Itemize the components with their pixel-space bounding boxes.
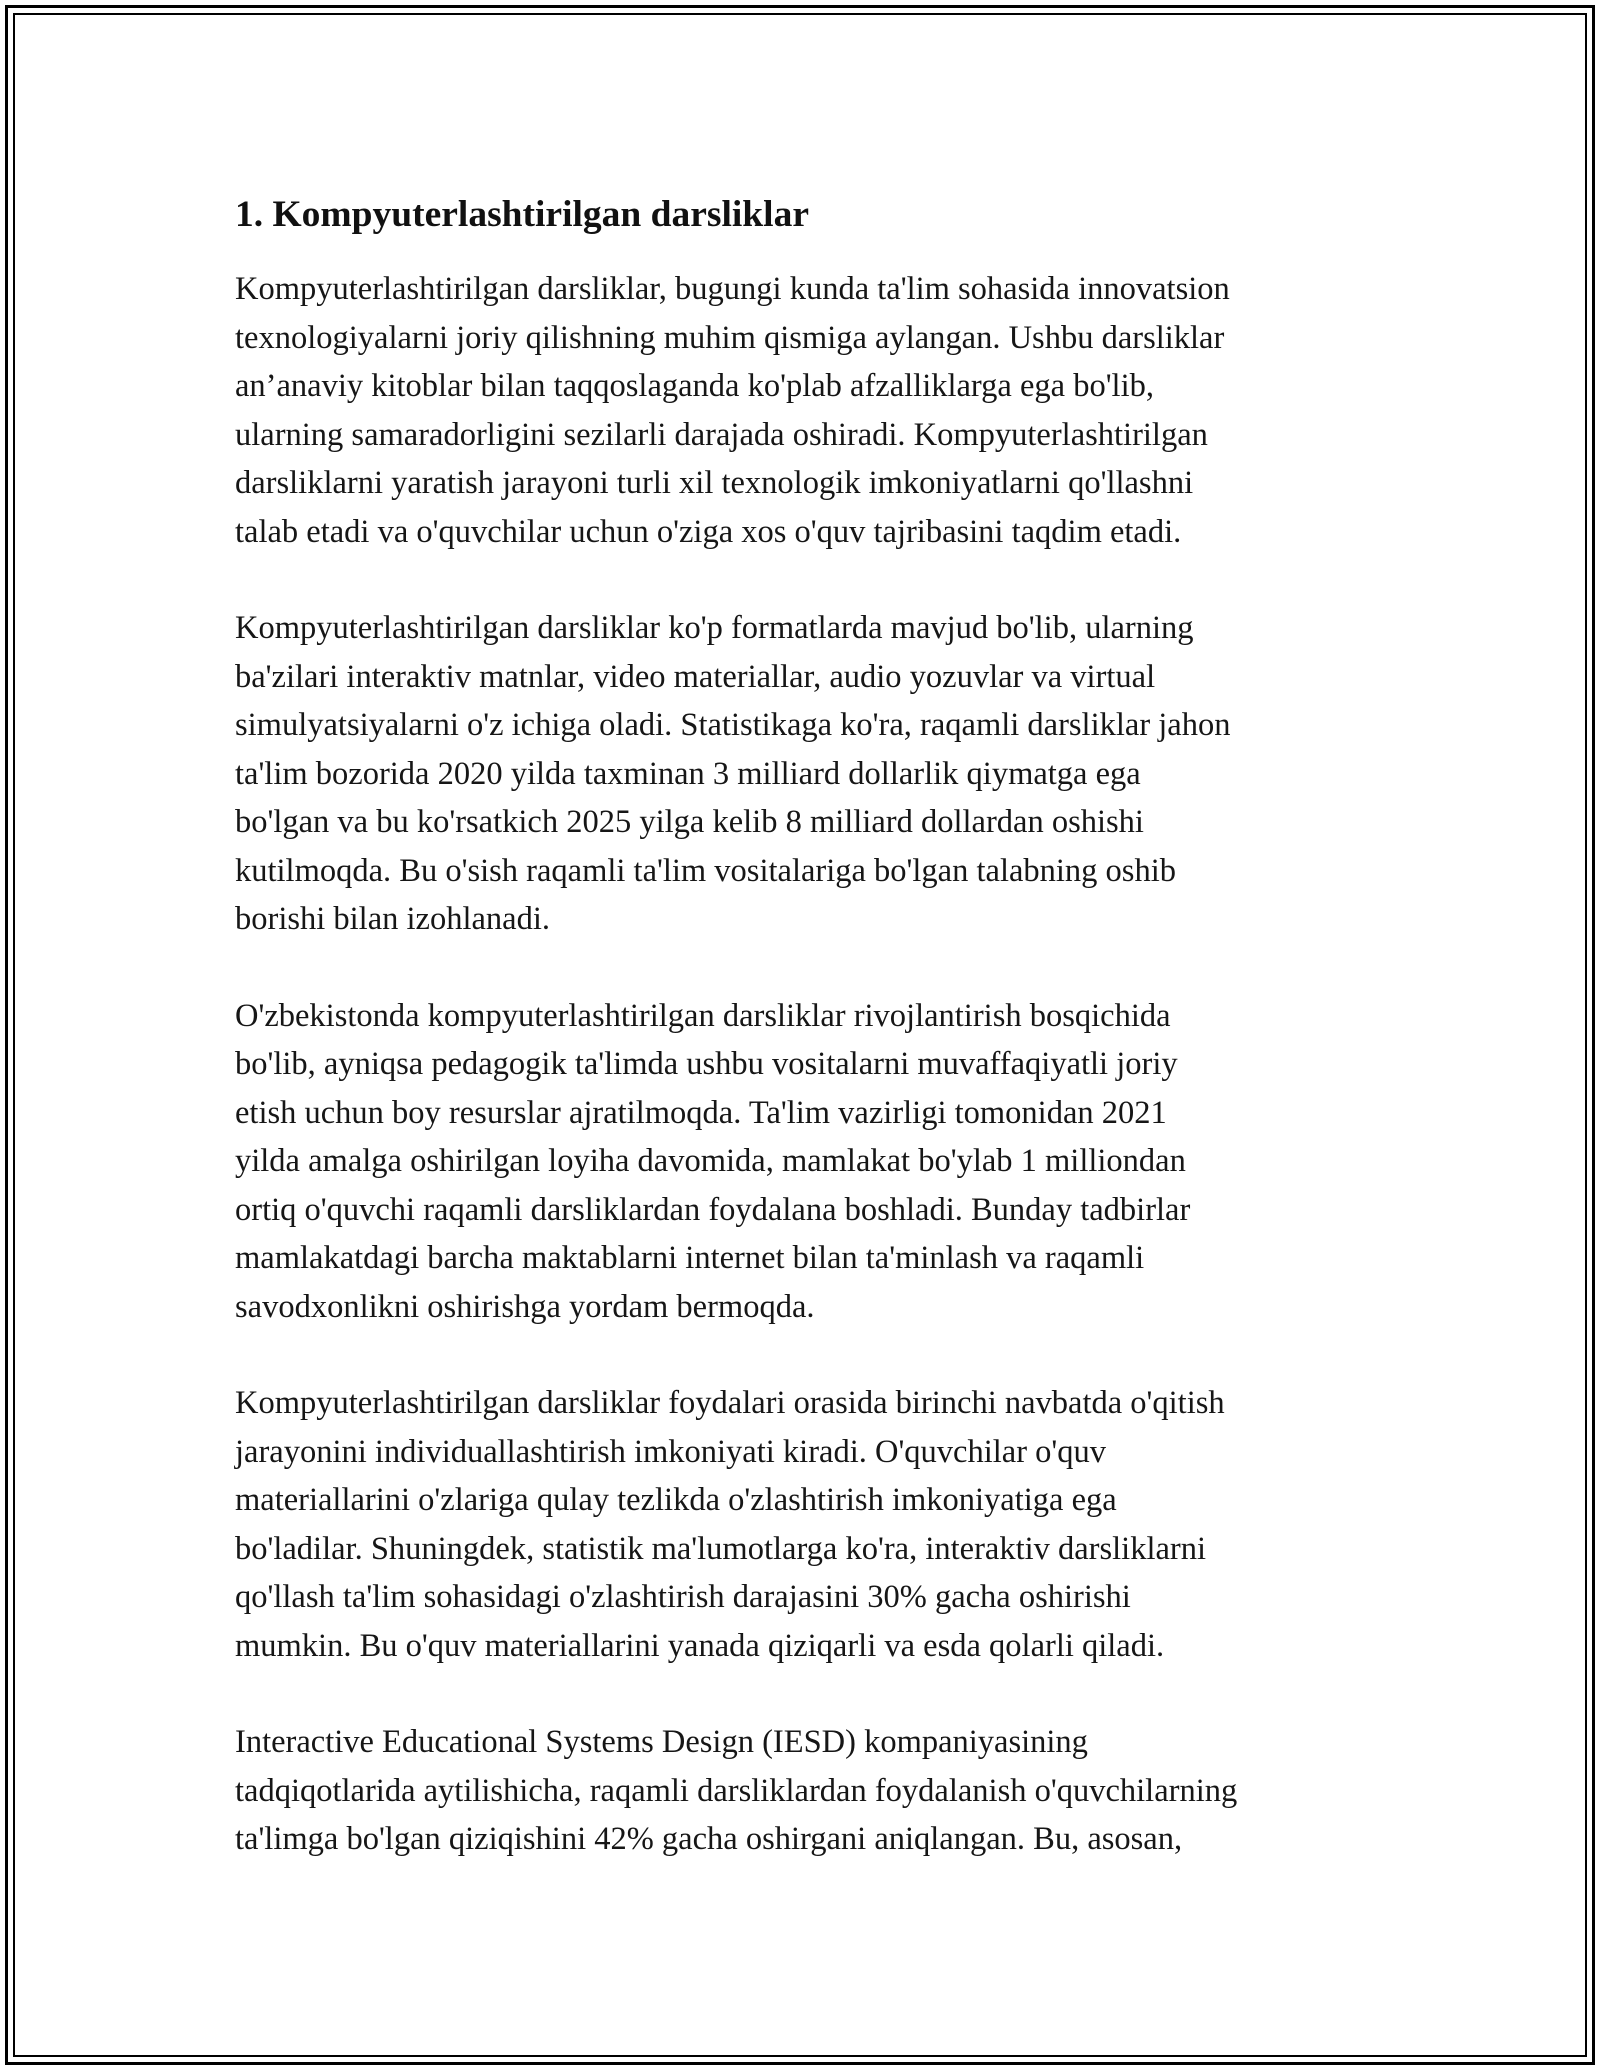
text-line: bo'ladilar. Shuningdek, statistik ma'lumotlarga ko'ra, interaktiv darsliklarni <box>235 1530 1207 1567</box>
text-line: Kompyuterlashtirilgan darsliklar, bugungi kunda ta'lim sohasida innovatsion <box>235 271 1230 307</box>
text-line: an’anaviy kitoblar bilan taqqoslaganda ko'plab afzalliklarga ega bo'lib, <box>235 368 1154 404</box>
text-line: materiallarini o'zlariga qulay tezlikda o'zlashtirish imkoniyatiga ega <box>235 1482 1117 1518</box>
text-line: qo'llash ta'lim sohasidagi o'zlashtirish darajasini 30% gacha oshirishi <box>235 1579 1131 1615</box>
text-line: tadqiqotlarida aytilishicha, raqamli darsliklardan foydalanish o'quvchilarning <box>235 1772 1238 1809</box>
text-line: bo'lgan va bu ko'rsatkich 2025 yilga kelib 8 milliard dollardan oshishi <box>235 804 1144 840</box>
text-line: Interactive Educational Systems Design (IESD) kompaniyasining <box>235 1724 1088 1760</box>
text-line: ularning samaradorligini sezilarli darajada oshiradi. Kompyuterlashtirilgan <box>235 416 1208 453</box>
text-line: Kompyuterlashtirilgan darsliklar ko'p formatlarda mavjud bo'lib, ularning <box>235 610 1194 646</box>
paragraph-3 <box>235 992 1385 1332</box>
text-line: ta'limga bo'lgan qiziqishini 42% gacha oshirgani aniqlangan. Bu, asosan, <box>235 1821 1183 1857</box>
text-line: O'zbekistonda kompyuterlashtirilgan darsliklar rivojlantirish bosqichida <box>235 997 1171 1034</box>
text-line: etish uchun boy resurslar ajratilmoqda. Ta'lim vazirligi tomonidan 2021 <box>235 1094 1167 1131</box>
text-line: savodxonlikni oshirishga yordam bermoqda. <box>235 1288 815 1325</box>
text-line: ba'zilari interaktiv matnlar, video materiallar, audio yozuvlar va virtual <box>235 658 1156 695</box>
text-line: mumkin. Bu o'quv materiallarini yanada qiziqarli va esda qolarli qiladi. <box>235 1627 1165 1664</box>
text-line: borishi bilan izohlanadi. <box>235 901 551 937</box>
paragraph-5 <box>235 1718 1385 1864</box>
text-line: ta'lim bozorida 2020 yilda taxminan 3 milliard dollarlik qiymatga ega <box>235 755 1141 792</box>
text-line: ortiq o'quvchi raqamli darsliklardan foydalana boshladi. Bunday tadbirlar <box>235 1191 1191 1228</box>
section-heading: 1. Kompyuterlashtirilgan darsliklar <box>235 194 809 235</box>
text-line: bo'lib, ayniqsa pedagogik ta'limda ushbu vositalarni muvaffaqiyatli joriy <box>235 1046 1178 1082</box>
paragraph-2 <box>235 604 1385 944</box>
text-line: kutilmoqda. Bu o'sish raqamli ta'lim vositalariga bo'lgan talabning oshib <box>235 852 1176 889</box>
text-line: texnologiyalarni joriy qilishning muhim qismiga aylangan. Ushbu darsliklar <box>235 319 1225 356</box>
text-line: simulyatsiyalarni o'z ichiga oladi. Statistikaga ko'ra, raqamli darsliklar jahon <box>235 707 1231 743</box>
text-line: jarayonini individuallashtirish imkoniyati kiradi. O'quvchilar o'quv <box>235 1433 1107 1470</box>
text-line: mamlakatdagi barcha maktablarni internet bilan ta'minlash va raqamli <box>235 1240 1145 1276</box>
text-line: darsliklarni yaratish jarayoni turli xil texnologik imkoniyatlarni qo'llashni <box>235 465 1194 501</box>
text-line: talab etadi va o'quvchilar uchun o'ziga xos o'quv tajribasini taqdim etadi. <box>235 513 1182 550</box>
text-line: yilda amalga oshirilgan loyiha davomida, mamlakat bo'ylab 1 milliondan <box>235 1143 1186 1179</box>
text-line: Kompyuterlashtirilgan darsliklar foydalari orasida birinchi navbatda o'qitish <box>235 1385 1225 1421</box>
paragraph-4 <box>235 1379 1385 1670</box>
document-body <box>235 187 1385 1912</box>
paragraph-1 <box>235 265 1385 556</box>
